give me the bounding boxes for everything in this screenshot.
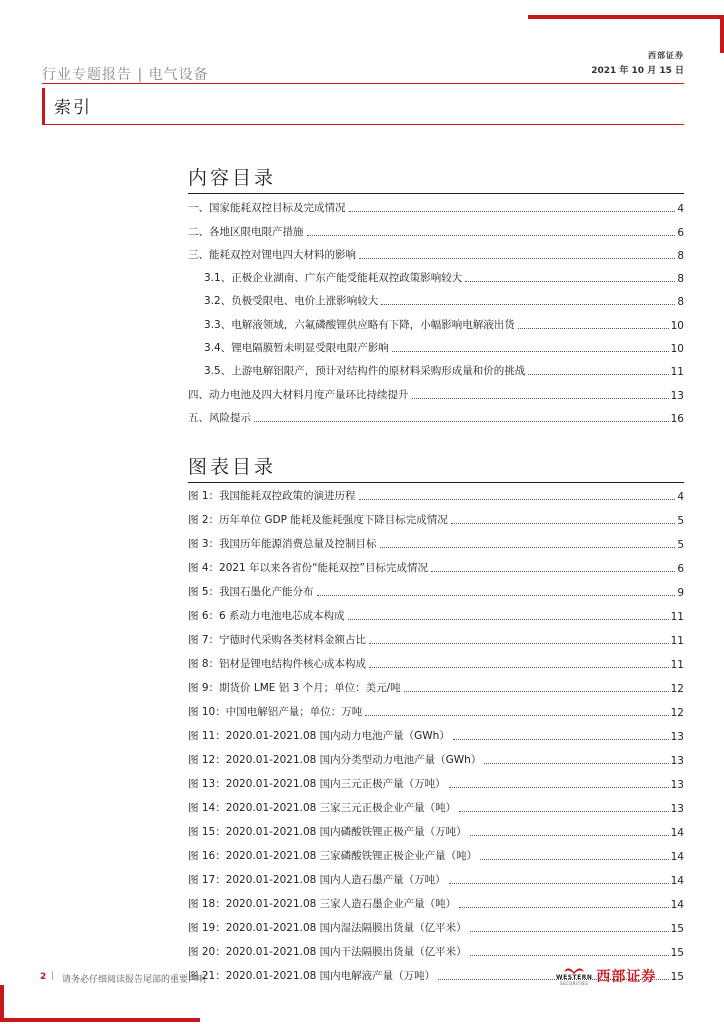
- dot-leader: [317, 595, 676, 596]
- figure-entry-title: 图 9：期货价 LME 铝 3 个月；单位：美元/吨: [188, 682, 401, 694]
- toc-entry[interactable]: [188, 332, 684, 355]
- figure-entry-title: 图 16：2020.01-2021.08 三家磷酸铁锂正极企业产量（吨）: [188, 850, 478, 862]
- figure-entry-page: 5: [677, 539, 684, 551]
- dot-leader: [484, 763, 668, 764]
- figure-entry[interactable]: [188, 695, 684, 719]
- dot-leader: [459, 811, 668, 812]
- toc-entry-title: 3.4、锂电隔膜暂未明显受限电限产影响: [204, 342, 389, 355]
- dot-leader: [392, 351, 669, 352]
- figure-entry-title: 图 7：宁德时代采购各类材料金额占比: [188, 634, 367, 646]
- toc-entry[interactable]: [188, 378, 684, 401]
- company-logo: [556, 966, 656, 986]
- figure-entry-page: 4: [677, 491, 684, 503]
- figure-entry-title: 图 10：中国电解铝产量；单位：万吨: [188, 706, 363, 718]
- figure-entry-page: 12: [670, 683, 684, 695]
- toc-entry-page: 4: [677, 203, 684, 216]
- toc-entry-page: 10: [670, 343, 684, 356]
- dot-leader: [380, 547, 676, 548]
- toc-entry[interactable]: [188, 262, 684, 285]
- dot-leader: [369, 667, 669, 668]
- page-number: 2: [40, 972, 47, 982]
- figure-entry-page: 15: [670, 923, 684, 935]
- figure-entry[interactable]: [188, 647, 684, 671]
- figure-entry-page: 12: [670, 707, 684, 719]
- report-category: 行业专题报告 | 电气设备: [42, 67, 209, 83]
- section-divider: [42, 124, 684, 125]
- figure-entry[interactable]: [188, 503, 684, 527]
- report-date: 2021 年 10 月 15 日: [591, 66, 684, 76]
- dot-leader: [348, 619, 669, 620]
- toc-entry-page: 8: [677, 249, 684, 262]
- logo-english-sub: SECURITIES: [559, 981, 589, 986]
- logo-chinese: 西部证券: [596, 969, 657, 985]
- section-accent-bar: [42, 88, 45, 125]
- corner-decoration-top-vertical: [720, 15, 724, 53]
- toc-entry-page: 13: [670, 389, 684, 402]
- toc-entry-title: 二、各地区限电限产措施: [188, 225, 304, 238]
- dot-leader: [528, 374, 668, 375]
- header-divider: [42, 83, 684, 84]
- corner-decoration-bottom-vertical: [0, 985, 4, 1022]
- figure-entry-title: 图 4：2021 年以来各省份“能耗双控”目标完成情况: [188, 562, 428, 574]
- dot-leader: [404, 691, 669, 692]
- figure-entry-page: 6: [677, 563, 684, 575]
- figure-entry-title: 图 21：2020.01-2021.08 国内电解液产量（万吨）: [188, 970, 436, 982]
- toc-entry-title: 3.5、上游电解铝限产，预计对结构件的原材料采购形成量和价的挑战: [204, 365, 526, 378]
- figure-entry-page: 14: [670, 827, 684, 839]
- dot-leader: [449, 883, 669, 884]
- toc-entry-page: 16: [670, 412, 684, 425]
- bull-horns-icon: [563, 966, 585, 974]
- toc-entry-title: 三、能耗双控对锂电四大材料的影响: [188, 248, 356, 261]
- figure-entry[interactable]: [188, 839, 684, 863]
- toc-entry-title: 一、国家能耗双控目标及完成情况: [188, 202, 346, 215]
- figure-entry[interactable]: [188, 911, 684, 935]
- footer-disclaimer: 请务必仔细阅读报告尾部的重要声明: [62, 975, 207, 985]
- dot-leader: [412, 398, 669, 399]
- toc-entry-page: 11: [670, 366, 684, 379]
- toc-entry[interactable]: [188, 308, 684, 331]
- dot-leader: [349, 211, 676, 212]
- figure-entry-page: 13: [670, 755, 684, 767]
- toc-entry[interactable]: [188, 355, 684, 378]
- figure-entry[interactable]: [188, 767, 684, 791]
- figure-entry[interactable]: [188, 551, 684, 575]
- figure-entry[interactable]: [188, 575, 684, 599]
- dot-leader: [431, 571, 675, 572]
- figure-entry-title: 图 11：2020.01-2021.08 国内动力电池产量（GWh）: [188, 730, 450, 742]
- figure-entry[interactable]: [188, 599, 684, 623]
- figure-entry[interactable]: [188, 887, 684, 911]
- figure-entry-title: 图 13：2020.01-2021.08 国内三元正极产量（万吨）: [188, 778, 446, 790]
- figure-entry-title: 图 2：历年单位 GDP 能耗及能耗强度下降目标完成情况: [188, 514, 448, 526]
- toc-entry-title: 四、动力电池及四大材料月度产量环比持续提升: [188, 388, 409, 401]
- logo-english: WESTERN: [556, 974, 593, 981]
- dot-leader: [254, 421, 669, 422]
- corner-decoration-top: [528, 15, 724, 19]
- dot-leader: [307, 235, 676, 236]
- figure-entry[interactable]: [188, 719, 684, 743]
- figure-entry-page: 14: [670, 899, 684, 911]
- dot-leader: [518, 328, 669, 329]
- figure-entry-title: 图 3：我国历年能源消费总量及控制目标: [188, 538, 377, 550]
- figure-entry[interactable]: [188, 527, 684, 551]
- figure-entry-title: 图 6：6 系动力电池电芯成本构成: [188, 610, 345, 622]
- toc-entry-title: 3.1、正极企业湖南、广东产能受能耗双控政策影响较大: [204, 272, 463, 285]
- footer-separator: |: [51, 971, 55, 981]
- figure-entry[interactable]: [188, 479, 684, 503]
- figure-entry-page: 13: [670, 731, 684, 743]
- dot-leader: [470, 931, 669, 932]
- contents-list: [188, 192, 684, 425]
- dot-leader: [470, 835, 669, 836]
- figure-entry-page: 11: [670, 635, 684, 647]
- dot-leader: [359, 499, 676, 500]
- toc-entry-page: 6: [677, 226, 684, 239]
- figures-heading: 图表目录: [188, 456, 277, 478]
- toc-entry-title: 3.2、负极受限电、电价上涨影响较大: [204, 295, 379, 308]
- toc-entry-title: 3.3、电解液领域，六氟磷酸锂供应略有下降，小幅影响电解液出货: [204, 318, 515, 331]
- dot-leader: [359, 258, 675, 259]
- figure-entry[interactable]: [188, 671, 684, 695]
- figure-entry-title: 图 12：2020.01-2021.08 国内分类型动力电池产量（GWh）: [188, 754, 482, 766]
- logo-mark: [556, 966, 592, 986]
- figure-entry[interactable]: [188, 791, 684, 815]
- dot-leader: [365, 715, 668, 716]
- section-title: 索引: [54, 98, 92, 118]
- figure-entry-title: 图 18：2020.01-2021.08 三家人造石墨企业产量（吨）: [188, 898, 457, 910]
- dot-leader: [451, 523, 676, 524]
- dot-leader: [459, 907, 668, 908]
- figure-entry-page: 5: [677, 515, 684, 527]
- toc-entry-page: 10: [670, 319, 684, 332]
- figure-entry-page: 13: [670, 803, 684, 815]
- toc-entry[interactable]: [188, 402, 684, 425]
- toc-entry-page: 8: [677, 273, 684, 286]
- figure-entry-page: 15: [670, 971, 684, 983]
- corner-decoration-bottom: [0, 1018, 200, 1022]
- dot-leader: [465, 281, 675, 282]
- figure-entry[interactable]: [188, 863, 684, 887]
- figure-entry[interactable]: [188, 743, 684, 767]
- header-brand: 西部证券: [648, 51, 684, 60]
- figure-entry-title: 图 15：2020.01-2021.08 国内磷酸铁锂正极产量（万吨）: [188, 826, 467, 838]
- toc-entry[interactable]: [188, 285, 684, 308]
- figure-entry[interactable]: [188, 935, 684, 959]
- figure-entry-title: 图 20：2020.01-2021.08 国内干法隔膜出货量（亿平米）: [188, 946, 467, 958]
- dot-leader: [480, 859, 668, 860]
- dot-leader: [369, 643, 669, 644]
- figure-entry-page: 15: [670, 947, 684, 959]
- dot-leader: [453, 739, 669, 740]
- figure-entry-page: 14: [670, 851, 684, 863]
- figure-entry-page: 13: [670, 779, 684, 791]
- toc-entry-title: 五、风险提示: [188, 411, 251, 424]
- toc-entry-page: 8: [677, 296, 684, 309]
- toc-entry[interactable]: [188, 215, 684, 238]
- dot-leader: [449, 787, 669, 788]
- contents-heading: 内容目录: [188, 167, 277, 189]
- figures-list: [188, 479, 684, 983]
- figure-entry[interactable]: [188, 623, 684, 647]
- figure-entry-title: 图 19：2020.01-2021.08 国内湿法隔膜出货量（亿平米）: [188, 922, 467, 934]
- figure-entry-title: 图 5：我国石墨化产能分布: [188, 586, 314, 598]
- figure-entry[interactable]: [188, 815, 684, 839]
- figure-entry-page: 11: [670, 611, 684, 623]
- toc-entry[interactable]: [188, 239, 684, 262]
- figure-entry-title: 图 1：我国能耗双控政策的演进历程: [188, 490, 356, 502]
- figure-entry-page: 14: [670, 875, 684, 887]
- dot-leader: [381, 304, 675, 305]
- figure-entry-page: 11: [670, 659, 684, 671]
- figure-entry-title: 图 17：2020.01-2021.08 国内人造石墨产量（万吨）: [188, 874, 446, 886]
- figure-entry-page: 9: [677, 587, 684, 599]
- figure-entry-title: 图 8：铝材是锂电结构件核心成本构成: [188, 658, 367, 670]
- toc-entry[interactable]: [188, 192, 684, 215]
- figure-entry-title: 图 14：2020.01-2021.08 三家三元正极企业产量（吨）: [188, 802, 457, 814]
- dot-leader: [470, 955, 669, 956]
